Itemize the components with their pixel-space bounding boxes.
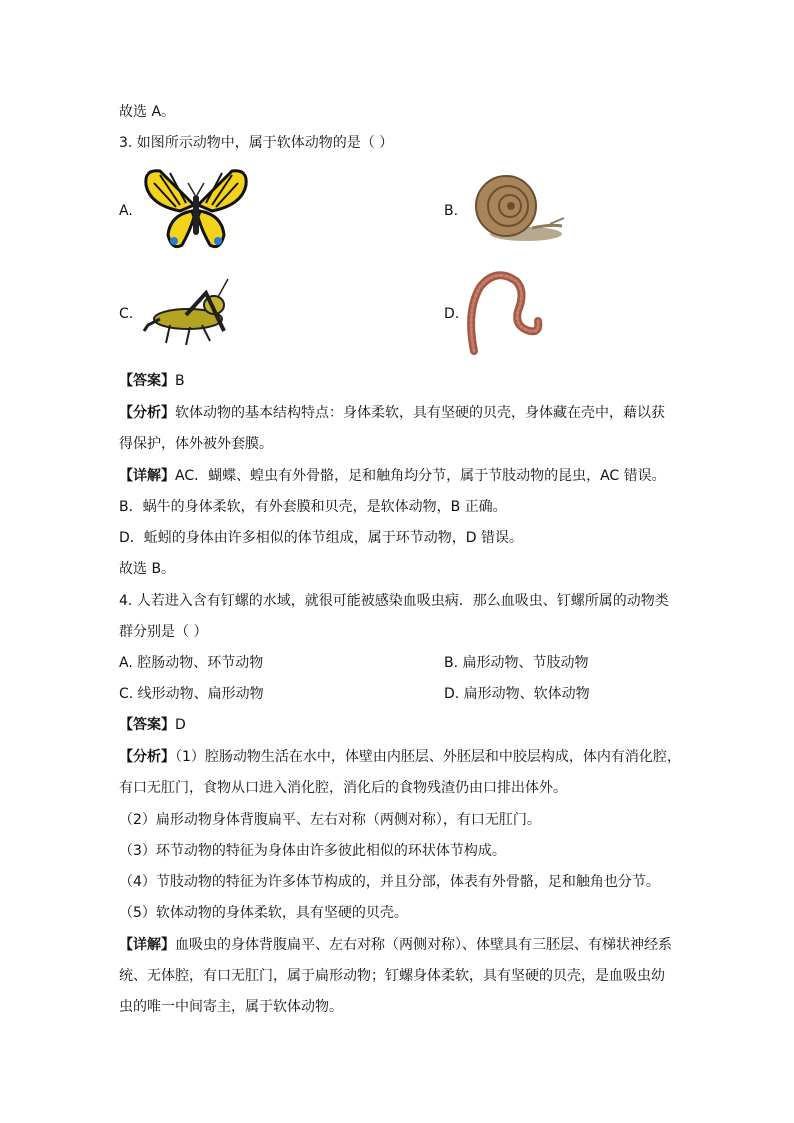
grasshopper-image	[140, 275, 236, 353]
q4-detail-3: 虫的唯一中间寄主，属于软体动物。	[119, 999, 343, 1015]
q4-stem-1: 4. 人若进入含有钉螺的水域，就很可能被感染血吸虫病．那么血吸虫、钉螺所属的动物类	[119, 593, 669, 609]
q4-analysis-2: 有口无肛门，食物从口进入消化腔，消化后的食物残渣仍由口排出体外。	[119, 780, 567, 796]
analysis-tag: 【分析】	[119, 405, 175, 421]
detail-tag: 【详解】	[119, 468, 175, 484]
q4-detail-2: 统、无体腔，有口无肛门，属于扁形动物；钉螺身体柔软，具有坚硬的贝壳，是血吸虫幼	[119, 968, 665, 984]
q4-analysis-1	[119, 747, 681, 767]
option-d-label: D.	[444, 306, 460, 322]
answer-value: B	[175, 373, 185, 389]
q4-analysis-4: （3）环节动物的特征为身体由许多彼此相似的环状体节构成。	[119, 843, 506, 859]
q4-option-a: A. 腔肠动物、环节动物	[119, 655, 264, 671]
option-c-label: C.	[119, 306, 134, 322]
q3-detail-2: B．蜗牛的身体柔软，有外套膜和贝壳，是软体动物，B 正确。	[119, 499, 507, 515]
q3-analysis-1	[119, 403, 665, 423]
analysis-text: 软体动物的基本结构特点：身体柔软，具有坚硬的贝壳，身体藏在壳中，藉以获	[175, 405, 665, 421]
answer-tag: 【答案】	[119, 717, 175, 733]
q4-analysis-5: （4）节肢动物的特征为许多体节构成的，并且分部，体表有外骨骼，足和触角也分节。	[119, 874, 660, 890]
option-b-label: B.	[444, 203, 459, 219]
q4-option-c: C. 线形动物、扁形动物	[119, 686, 264, 702]
q3-analysis-2: 得保护，体外被外套膜。	[119, 436, 273, 452]
snail-image	[466, 172, 570, 246]
analysis-text: （1）腔肠动物生活在水中，体壁由内胚层、外胚层和中胶层构成，体内有消化腔，	[175, 749, 681, 765]
q3-answer	[119, 371, 185, 391]
q4-option-b: B. 扁形动物、节肢动物	[444, 655, 589, 671]
detail-text: 血吸虫的身体背腹扁平、左右对称（两侧对称）、体壁具有三胚层、有梯状神经系	[175, 937, 672, 953]
q3-detail-1	[119, 466, 666, 486]
q3-detail-3: D．蚯蚓的身体由许多相似的体节组成，属于环节动物，D 错误。	[119, 530, 524, 546]
q4-answer	[119, 715, 186, 735]
earthworm-image	[466, 271, 546, 355]
q3-stem: 3. 如图所示动物中，属于软体动物的是（ ）	[119, 135, 394, 151]
butterfly-image	[140, 165, 252, 255]
q4-analysis-6: （5）软体动物的身体柔软，具有坚硬的贝壳。	[119, 905, 408, 921]
q4-analysis-3: （2）扁形动物身体背腹扁平、左右对称（两侧对称），有口无肛门。	[119, 812, 541, 828]
answer-value: D	[175, 717, 186, 733]
detail-tag: 【详解】	[119, 937, 175, 953]
analysis-tag: 【分析】	[119, 749, 175, 765]
option-a-label: A.	[119, 203, 133, 219]
detail-text: AC．蝴蝶、蝗虫有外骨骼，足和触角均分节，属于节肢动物的昆虫，AC 错误。	[175, 468, 666, 484]
q4-option-d: D. 扁形动物、软体动物	[444, 686, 590, 702]
q3-conclusion: 故选 B。	[119, 561, 176, 577]
q2-conclusion: 故选 A。	[119, 104, 176, 120]
q4-stem-2: 群分别是（ ）	[119, 624, 208, 640]
q4-detail-1	[119, 935, 672, 955]
answer-tag: 【答案】	[119, 373, 175, 389]
